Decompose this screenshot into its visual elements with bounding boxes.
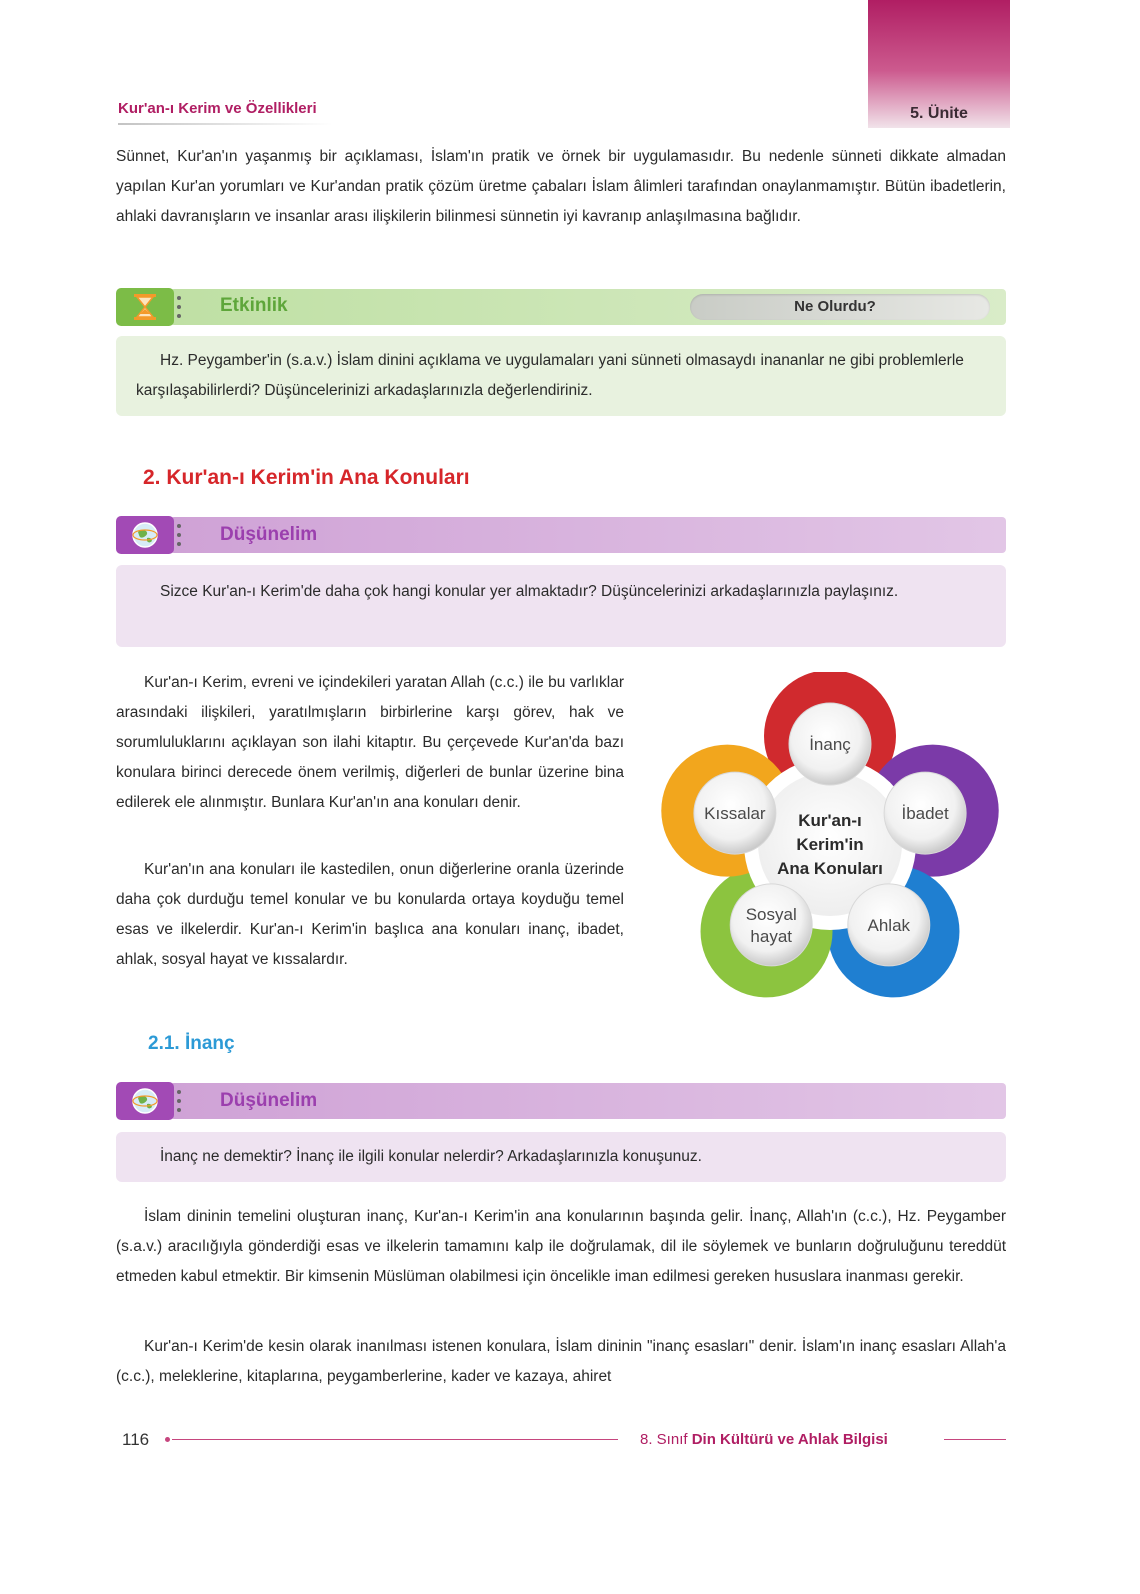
section-2-heading: 2. Kur'an-ı Kerim'in Ana Konuları (143, 466, 470, 489)
label-inanc: İnanç (809, 735, 851, 754)
label-sosyal-hayat: Sosyal (745, 904, 797, 924)
label-ahlak: Ahlak (867, 915, 911, 935)
unit-label: 5. Ünite (910, 105, 968, 122)
section-2-1-para-1: İslam dininin temelini oluşturan inanç, Kur'an-ı Kerim'in ana konularının başında gelir. İnanç, Allah'ın (c.c.), Hz. Peygamber (s.a.v.) aracılığıyla gönderdiği esas ve ilkelerin tamamını kalp ile doğrulamak, dil ile söylemek ve bunların doğruluğunu tereddüt etmeden kabul etmektir. Bir kimsenin Müslüman olabilmesi için öncelikle iman edilmesi gereken hususlara inanması gerekir. (116, 1208, 1006, 1285)
globe-icon (116, 1082, 174, 1120)
section-2-1-heading: 2.1. İnanç (148, 1033, 235, 1054)
running-header: Kur'an-ı Kerim ve Özellikleri (118, 100, 317, 117)
binder-rings-icon (176, 292, 182, 322)
binder-rings-icon (176, 520, 182, 550)
label-ibadet: İbadet (901, 804, 949, 824)
think-text-1: Sizce Kur'an-ı Kerim'de daha çok hangi konular yer almaktadır? Düşüncelerinizi arkadaşlarınızla paylaşınız. (116, 565, 1006, 647)
activity-tag: Ne Olurdu? (794, 298, 876, 315)
globe-icon (116, 516, 174, 554)
main-topics-diagram (652, 672, 1008, 1012)
footer-rule-right (944, 1439, 1006, 1440)
section-2-1-para-2: Kur'an-ı Kerim'de kesin olarak inanılması istenen konulara, İslam dininin "inanç esasları" denir. İslam'ın inanç esasları Allah'a (c.c.), meleklerine, kitaplarına, peygamberlerine, kader ve kazaya, ahiret (116, 1338, 1006, 1385)
intro-paragraph: Sünnet, Kur'an'ın yaşanmış bir açıklaması, İslam'ın pratik ve örnek bir uygulamasıdır. Bu nedenle sünneti dikkate almadan yapılan Kur'an yorumları ve Kur'andan pratik çözüm üretme çabaları İslam âlimleri tarafından onaylanmamıştır. Bütün ibadetlerin, ahlaki davranışların ve insanlar arası ilişkilerin bilinmesi sünnetin iyi kavranıp anlaşılmasına bağlıdır. (116, 148, 1006, 225)
section-2-para-2: Kur'an'ın ana konuları ile kastedilen, onun diğerlerine oranla üzerinde daha çok durduğu temel konular ve bu konularda ortaya koyduğu temel esas ve ilkelerdir. Kur'an-ı Kerim'in başlıca ana konuları inanç, ibadet, ahlak, sosyal hayat ve kıssalardır. (116, 861, 624, 968)
header-underline (118, 123, 333, 125)
center-label-line: Kerim'in (796, 835, 864, 854)
activity-title: Etkinlik (220, 295, 288, 316)
label-sosyal-hayat: hayat (750, 926, 793, 946)
label-kissalar: Kıssalar (704, 804, 766, 824)
center-label-line: Kur'an-ı (798, 811, 862, 830)
think-title-1: Düşünelim (220, 524, 318, 545)
footer-rule-left (172, 1439, 618, 1440)
footer-dot (165, 1437, 170, 1442)
bubble-sosyal-hayat (730, 884, 812, 966)
footer-book: Din Kültürü ve Ahlak Bilgisi (691, 1431, 888, 1448)
center-label-line: Ana Konuları (777, 859, 883, 878)
activity-text: Hz. Peygamber'in (s.a.v.) İslam dinini açıklama ve uygulamaları yani sünneti olmasaydı inananlar ne gibi problemlerle karşılaşabilirlerdi? Düşüncelerinizi arkadaşlarınızla değerlendiriniz. (116, 336, 1006, 416)
section-2-para-1: Kur'an-ı Kerim, evreni ve içindekileri yaratan Allah (c.c.) ile bu varlıklar arasındaki ilişkileri, yaratılmışların birbirlerine karşı görev, hak ve sorumluluklarını açıklayan son ilahi kitaptır. Bu çerçevede Kur'an'da bazı konulara birinci derecede önem verilmiş, diğerleri de bunlar üzerine bina edilerek ele alınmıştır. Bunlara Kur'an'ın ana konuları denir. (116, 674, 624, 811)
binder-rings-icon (176, 1086, 182, 1116)
footer-grade: 8. Sınıf (640, 1431, 688, 1448)
hourglass-icon (116, 288, 174, 326)
footer-title (640, 1431, 888, 1448)
think-title-2: Düşünelim (220, 1090, 318, 1111)
think-text-2: İnanç ne demektir? İnanç ile ilgili konular nelerdir? Arkadaşlarınızla konuşunuz. (116, 1132, 1006, 1182)
page-number: 116 (122, 1430, 150, 1449)
